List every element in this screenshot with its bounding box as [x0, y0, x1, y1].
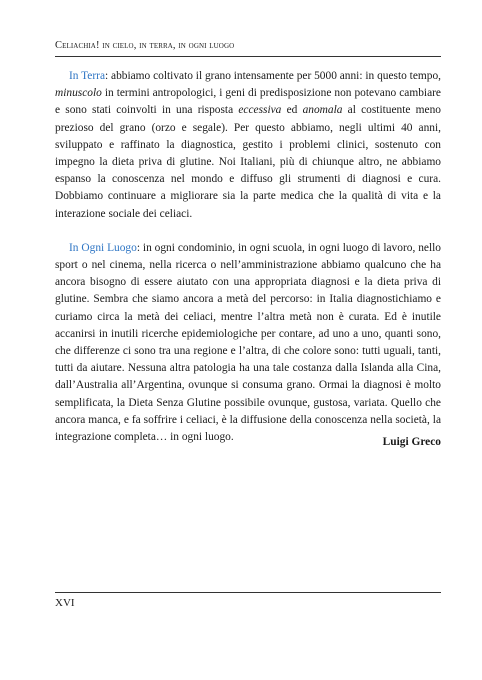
author-signature: Luigi Greco: [382, 436, 441, 448]
text-run: ed: [281, 104, 303, 117]
text-run: al costituente meno prezioso del grano (orzo e segale). Per questo abbiamo, negli ultimi 40 anni, sviluppato e raffinato la diagnostica, gestito i problemi clinici, sostenuto con impegno la dieta priva di glutine. Noi Italiani, più di chiunque altro, ne abbiamo espanso la conoscenza nel mondo e diffuso gli strumenti di diagnosi e cura. Dobbiamo continuare a migliorare sia la parte medica che la qualità di vita e la interazione sociale dei celiaci.: [55, 104, 441, 220]
italic-run: eccessiva: [238, 104, 282, 117]
text-run: : abbiamo coltivato il grano intensamente per 5000 anni: in questo tempo,: [105, 70, 441, 82]
body-text: [55, 68, 441, 446]
italic-run: anomala: [302, 104, 343, 117]
page-number: XVI: [55, 597, 75, 609]
footer-rule: [55, 592, 441, 593]
paragraph-lead: In Terra: [69, 70, 105, 82]
text-run: in termini antropologici, i geni di predisposizione non potevano cambiare e sono stati coinvolti in una risposta: [55, 87, 441, 117]
paragraph-lead: In Ogni Luogo: [69, 241, 137, 254]
paragraph-in-terra: [55, 68, 441, 223]
text-run: : in ogni condominio, in ogni scuola, in ogni luogo di lavoro, nello sport o nel cinema, nella ricerca o nell’amministrazione abbiamo qualcuno che ha ancora bisogno di essere aiutato con una appropriata diagnosi e la dieta priva di glutine. Sembra che siamo ancora a metà del percorso: in Italia diagnostichiamo e curiamo circa la metà dei celiaci, mentre l’altra metà non è curata. Ed è inutile accanirsi in inutili ricerche epidemiologiche per contare, ad uno a uno, quanti sono, che differenze ci sono tra una regione e l’altra, di che colore sono: tutti uguali, tanti, tutti da aiutare. Nessuna altra patologia ha una tale costanza dalla Islanda alla Cina, dall’Australia all’Argentina, ovunque si consuma grano. Ormai la diagnosi è molto semplificata, la Dieta Senza Glutine possibile ovunque, gustosa, variata. Quello che ancora manca, e fa soffrire i celiaci, è la diffusione della conoscenza nella società, la integrazione completa… in ogni luogo.: [55, 241, 441, 444]
paragraph-in-ogni-luogo: [55, 240, 441, 446]
header-rule: [55, 56, 441, 57]
italic-run: minuscolo: [55, 87, 102, 100]
running-header: Celiachia! in cielo, in terra, in ogni luogo: [55, 40, 235, 51]
